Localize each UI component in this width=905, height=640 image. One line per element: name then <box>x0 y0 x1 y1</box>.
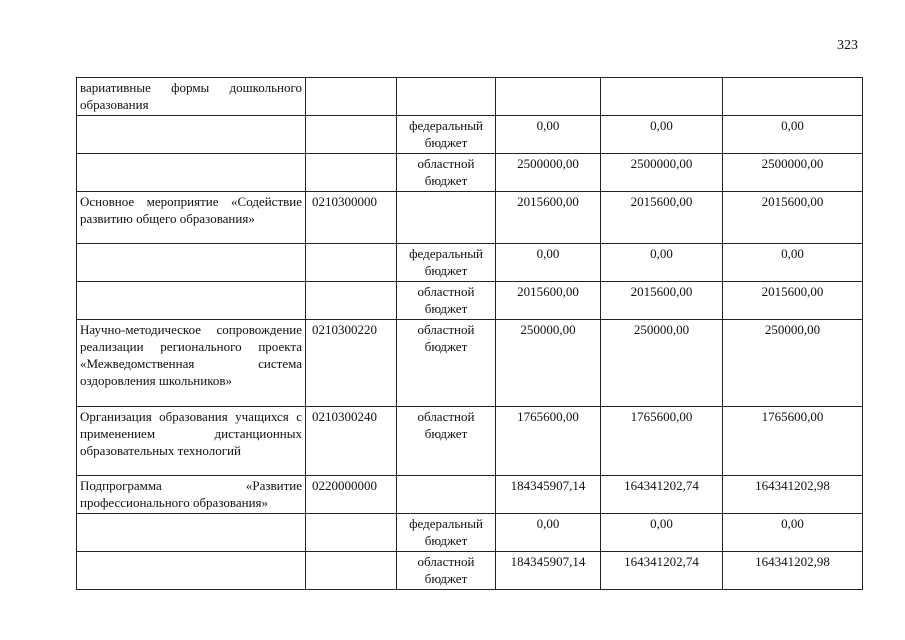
row-value-3-cell: 1765600,00 <box>723 407 863 476</box>
row-value-1-cell: 2500000,00 <box>496 154 601 192</box>
table-row <box>77 116 863 154</box>
row-value-3-cell: 250000,00 <box>723 320 863 407</box>
table-row <box>77 552 863 590</box>
row-value-2-cell: 0,00 <box>601 514 723 552</box>
table-row <box>77 154 863 192</box>
row-code-cell <box>306 552 397 590</box>
row-value-2-cell: 0,00 <box>601 116 723 154</box>
row-value-3-cell <box>723 78 863 116</box>
row-value-3-cell: 2500000,00 <box>723 154 863 192</box>
row-value-1-cell: 0,00 <box>496 244 601 282</box>
row-code-cell <box>306 282 397 320</box>
row-name-cell <box>77 282 306 320</box>
row-code-cell <box>306 154 397 192</box>
row-value-3-cell: 0,00 <box>723 116 863 154</box>
row-value-1-cell: 184345907,14 <box>496 476 601 514</box>
row-code-cell: 0220000000 <box>306 476 397 514</box>
row-value-1-cell: 250000,00 <box>496 320 601 407</box>
row-source-cell <box>397 476 496 514</box>
budget-table <box>76 77 863 590</box>
row-value-2-cell: 164341202,74 <box>601 476 723 514</box>
row-name-cell: Подпрограмма «Развитие профессионального образования» <box>77 476 306 514</box>
row-value-3-cell: 0,00 <box>723 244 863 282</box>
row-code-cell: 0210300240 <box>306 407 397 476</box>
budget-table-body <box>77 78 863 590</box>
row-source-cell: областной бюджет <box>397 552 496 590</box>
table-row <box>77 320 863 407</box>
row-source-cell: областной бюджет <box>397 154 496 192</box>
table-row <box>77 282 863 320</box>
row-source-cell: федеральный бюджет <box>397 514 496 552</box>
row-name-cell <box>77 244 306 282</box>
row-source-cell: областной бюджет <box>397 282 496 320</box>
row-name-cell <box>77 514 306 552</box>
row-name-cell: Основное мероприятие «Содействие развитию общего образования» <box>77 192 306 244</box>
row-code-cell <box>306 116 397 154</box>
row-value-2-cell: 2500000,00 <box>601 154 723 192</box>
row-source-cell: федеральный бюджет <box>397 244 496 282</box>
row-code-cell <box>306 78 397 116</box>
row-name-cell: Научно-методическое сопровождение реализации регионального проекта «Межведомственная система оздоровления школьников» <box>77 320 306 407</box>
row-value-3-cell: 0,00 <box>723 514 863 552</box>
row-code-cell <box>306 244 397 282</box>
row-value-2-cell: 0,00 <box>601 244 723 282</box>
row-name-cell <box>77 154 306 192</box>
row-value-1-cell: 2015600,00 <box>496 282 601 320</box>
row-source-cell: федеральный бюджет <box>397 116 496 154</box>
row-source-cell <box>397 78 496 116</box>
table-row <box>77 476 863 514</box>
row-value-3-cell: 164341202,98 <box>723 476 863 514</box>
row-value-2-cell: 250000,00 <box>601 320 723 407</box>
table-row <box>77 514 863 552</box>
row-name-cell <box>77 116 306 154</box>
row-value-2-cell: 2015600,00 <box>601 282 723 320</box>
row-value-1-cell: 0,00 <box>496 514 601 552</box>
row-value-1-cell: 184345907,14 <box>496 552 601 590</box>
row-code-cell <box>306 514 397 552</box>
row-value-2-cell: 2015600,00 <box>601 192 723 244</box>
row-name-cell: Организация образования учащихся с применением дистанционных образовательных технологий <box>77 407 306 476</box>
row-source-cell: областной бюджет <box>397 407 496 476</box>
row-value-1-cell: 2015600,00 <box>496 192 601 244</box>
table-row <box>77 78 863 116</box>
row-name-cell <box>77 552 306 590</box>
row-source-cell: областной бюджет <box>397 320 496 407</box>
table-row <box>77 244 863 282</box>
row-value-2-cell: 1765600,00 <box>601 407 723 476</box>
row-value-1-cell: 1765600,00 <box>496 407 601 476</box>
row-value-2-cell: 164341202,74 <box>601 552 723 590</box>
row-code-cell: 0210300000 <box>306 192 397 244</box>
row-source-cell <box>397 192 496 244</box>
row-name-cell: вариативные формы дошкольного образования <box>77 78 306 116</box>
row-value-2-cell <box>601 78 723 116</box>
row-code-cell: 0210300220 <box>306 320 397 407</box>
row-value-3-cell: 164341202,98 <box>723 552 863 590</box>
table-row <box>77 407 863 476</box>
row-value-3-cell: 2015600,00 <box>723 282 863 320</box>
row-value-1-cell <box>496 78 601 116</box>
row-value-1-cell: 0,00 <box>496 116 601 154</box>
page-number: 323 <box>837 38 858 53</box>
table-row <box>77 192 863 244</box>
row-value-3-cell: 2015600,00 <box>723 192 863 244</box>
